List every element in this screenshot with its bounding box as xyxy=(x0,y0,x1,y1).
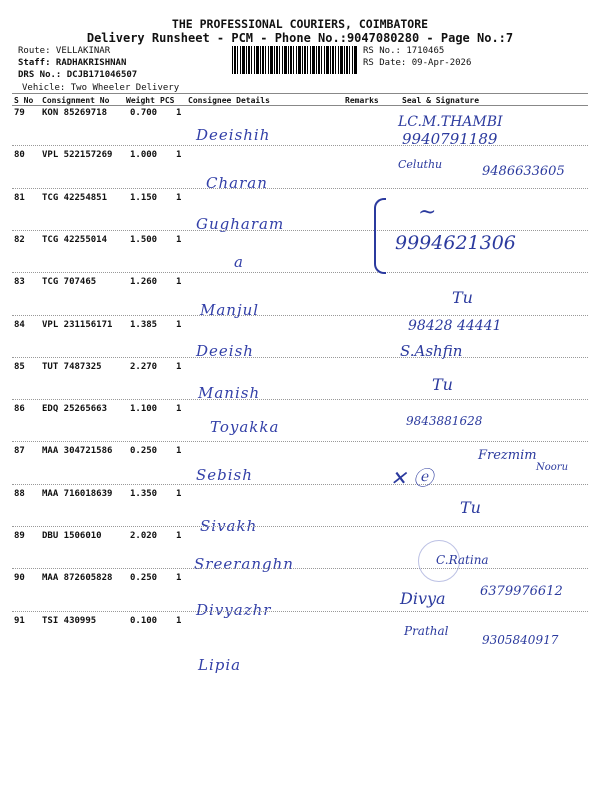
row-sno: 90 xyxy=(14,573,25,584)
row-divider xyxy=(12,315,588,316)
row-divider xyxy=(12,145,588,146)
row-sno: 83 xyxy=(14,277,25,288)
row-pcs: 1 xyxy=(176,531,182,541)
signature-84-phone: 98428 44441 xyxy=(408,318,502,334)
row-consignee: Deeish xyxy=(196,341,254,360)
row-pcs: 1 xyxy=(176,108,182,118)
row-consignee: Manish xyxy=(198,383,261,402)
row-consignment: TUT 7487325 xyxy=(42,361,102,372)
col-signature: Seal & Signature xyxy=(402,96,480,105)
row-consignee: a xyxy=(234,252,244,271)
row-consignee: Sebish xyxy=(196,466,253,485)
row-pcs: 1 xyxy=(176,615,182,626)
signature-91: Prathal xyxy=(404,624,449,638)
header-bottom-line xyxy=(12,105,588,106)
route: Route: VELLAKINAR xyxy=(18,46,111,56)
row-consignee: Charan xyxy=(206,174,268,193)
row-consignee: Deeishih xyxy=(196,126,271,144)
row-divider xyxy=(12,357,588,358)
row-sno: 91 xyxy=(14,615,25,626)
row-weight: 0.700 xyxy=(130,108,158,118)
row-weight: 0.250 xyxy=(130,573,158,584)
row-weight: 0.250 xyxy=(130,446,158,457)
signature-91-phone: 9305840917 xyxy=(482,633,559,647)
row-consignment: TSI 430995 xyxy=(42,615,97,626)
staff: Staff: RADHAKRISHNAN xyxy=(18,58,127,68)
signature-89: C.Ratina xyxy=(436,553,489,567)
row-divider xyxy=(12,526,588,527)
row-pcs: 1 xyxy=(176,573,182,584)
row-divider xyxy=(12,188,588,189)
row-consignment: TCG 42254851 xyxy=(42,192,108,203)
row-sno: 87 xyxy=(14,446,25,457)
row-sno: 85 xyxy=(14,361,25,372)
row-weight: 0.100 xyxy=(130,615,158,626)
rs-date: RS Date: 09-Apr-2026 xyxy=(363,58,472,68)
drs-number: DRS No.: DCJB171046507 xyxy=(18,70,138,80)
header-top-line xyxy=(12,93,588,94)
row-divider xyxy=(12,568,588,569)
row-consignment: MAA 304721586 xyxy=(42,446,113,457)
signature-86-phone: 9843881628 xyxy=(406,414,483,428)
row-pcs: 1 xyxy=(176,319,182,330)
scribble-81: ~ xyxy=(418,200,437,225)
row-pcs: 1 xyxy=(176,361,182,372)
col-consignee: Consignee Details xyxy=(188,96,270,105)
row-consignee: Divyazhr xyxy=(196,601,272,620)
title: THE PROFESSIONAL COURIERS, COIMBATORE xyxy=(171,17,429,31)
col-remarks: Remarks xyxy=(345,96,379,105)
row-sno: 79 xyxy=(14,108,25,118)
row-consignment: KON 85269718 xyxy=(42,108,108,118)
row-consignee: Gugharam xyxy=(196,214,285,233)
rs-number: RS No.: 1710465 xyxy=(363,46,445,56)
signature-84: S.Ashfin xyxy=(400,342,463,360)
signature-90-phone: 6379976612 xyxy=(480,584,563,599)
signature-82-phone: 9994621306 xyxy=(395,232,516,254)
row-consignee: Lipia xyxy=(198,655,242,674)
subtitle: Delivery Runsheet - PCM - Phone No.:9047080280 - Page No.:7 xyxy=(86,31,514,45)
row-weight: 2.020 xyxy=(130,531,158,541)
row-sno: 84 xyxy=(14,319,25,330)
row-sno: 86 xyxy=(14,404,25,415)
row-consignee: Toyakka xyxy=(210,418,280,437)
row-pcs: 1 xyxy=(176,404,182,415)
row-weight: 1.385 xyxy=(130,319,158,330)
row-pcs: 1 xyxy=(176,234,182,245)
row-consignment: DBU 1506010 xyxy=(42,531,102,541)
signature-83: Tu xyxy=(452,288,473,307)
row-consignment: VPL 522157269 xyxy=(42,150,113,161)
row-consignment: EDQ 25265663 xyxy=(42,404,108,415)
col-sno: S No xyxy=(14,96,34,105)
signature-88: Tu xyxy=(460,498,481,517)
signature-87b: Nooru xyxy=(536,462,569,473)
row-pcs: 1 xyxy=(176,488,182,499)
barcode xyxy=(232,46,358,74)
signature-80: Celuthu xyxy=(398,158,443,171)
row-pcs: 1 xyxy=(176,277,182,288)
signature-79-phone: 9940791189 xyxy=(402,130,498,148)
row-divider xyxy=(12,230,588,231)
row-pcs: 1 xyxy=(176,446,182,457)
row-pcs: 1 xyxy=(176,192,182,203)
signature-85: Tu xyxy=(432,375,453,394)
row-weight: 2.270 xyxy=(130,361,158,372)
row-weight: 1.500 xyxy=(130,234,158,245)
row-consignee: Manjul xyxy=(200,301,260,320)
row-divider xyxy=(12,272,588,273)
signature-87: Frezmim xyxy=(478,448,537,463)
row-sno: 88 xyxy=(14,488,25,499)
row-consignment: MAA 872605828 xyxy=(42,573,113,584)
row-consignee: Sreeranghn xyxy=(194,555,294,573)
row-consignee: Sivakh xyxy=(200,516,258,535)
bracket-mark xyxy=(374,198,386,274)
col-consignment: Consignment No xyxy=(42,96,110,105)
row-consignment: TCG 42255014 xyxy=(42,234,108,245)
vehicle: Vehicle: Two Wheeler Delivery xyxy=(22,83,180,93)
col-weight: Weight xyxy=(126,96,155,105)
row-consignment: TCG 707465 xyxy=(42,277,97,288)
row-pcs: 1 xyxy=(176,150,182,161)
row-sno: 89 xyxy=(14,531,25,541)
row-sno: 82 xyxy=(14,234,25,245)
row-weight: 1.260 xyxy=(130,277,158,288)
row-sno: 81 xyxy=(14,192,25,203)
row-divider xyxy=(12,484,588,485)
signature-80-phone: 9486633605 xyxy=(482,164,565,179)
signature-79: LC.M.THAMBI xyxy=(398,114,503,130)
row-consignment: VPL 231156171 xyxy=(42,319,113,330)
row-divider xyxy=(12,399,588,400)
row-consignment: MAA 716018639 xyxy=(42,488,113,499)
row-weight: 1.150 xyxy=(130,192,158,203)
col-pcs: PCS xyxy=(160,96,175,105)
row-divider xyxy=(12,441,588,442)
row-weight: 1.100 xyxy=(130,404,158,415)
row-weight: 1.350 xyxy=(130,488,158,499)
row-weight: 1.000 xyxy=(130,150,158,161)
row-sno: 80 xyxy=(14,150,25,161)
signature-87-mark: ✕ ⓔ xyxy=(390,466,434,490)
row-divider xyxy=(12,611,588,612)
signature-90: Divya xyxy=(400,589,446,608)
